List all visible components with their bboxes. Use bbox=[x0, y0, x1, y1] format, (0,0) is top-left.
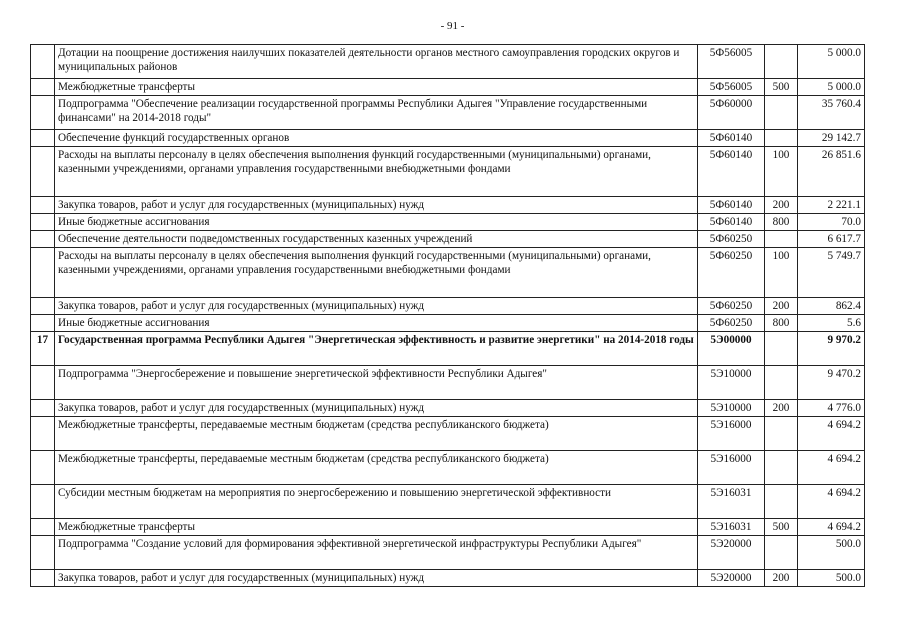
expense-type-code-cell bbox=[765, 485, 798, 519]
expense-type-code-cell: 100 bbox=[765, 147, 798, 197]
amount-cell: 9 470.2 bbox=[798, 366, 865, 400]
table-row bbox=[31, 315, 865, 332]
expense-name-cell: Государственная программа Республики Адыгея "Энергетическая эффективность и развитие энергетики" на 2014-2018 годы bbox=[55, 332, 698, 366]
amount-cell: 4 694.2 bbox=[798, 519, 865, 536]
table-row bbox=[31, 197, 865, 214]
expense-type-code-cell bbox=[765, 130, 798, 147]
target-item-code-cell: 5Ф60140 bbox=[698, 214, 765, 231]
table-row bbox=[31, 400, 865, 417]
amount-cell: 4 776.0 bbox=[798, 400, 865, 417]
row-number-cell bbox=[31, 451, 55, 485]
row-number-cell bbox=[31, 45, 55, 79]
target-item-code-cell: 5Ф60140 bbox=[698, 130, 765, 147]
row-number-cell bbox=[31, 197, 55, 214]
amount-cell: 862.4 bbox=[798, 298, 865, 315]
row-number-cell bbox=[31, 400, 55, 417]
expense-name-cell: Закупка товаров, работ и услуг для государственных (муниципальных) нужд bbox=[55, 400, 698, 417]
expense-type-code-cell bbox=[765, 96, 798, 130]
amount-cell: 500.0 bbox=[798, 536, 865, 570]
expense-name-cell: Дотации на поощрение достижения наилучших показателей деятельности органов местного самоуправления городских округов и муниципальных районов bbox=[55, 45, 698, 79]
expense-name-cell: Закупка товаров, работ и услуг для государственных (муниципальных) нужд bbox=[55, 570, 698, 587]
target-item-code-cell: 5Ф60250 bbox=[698, 248, 765, 298]
expense-type-code-cell bbox=[765, 332, 798, 366]
expense-name-cell: Обеспечение деятельности подведомственных государственных казенных учреждений bbox=[55, 231, 698, 248]
amount-cell: 4 694.2 bbox=[798, 485, 865, 519]
target-item-code-cell: 5Э16031 bbox=[698, 485, 765, 519]
expense-type-code-cell: 200 bbox=[765, 197, 798, 214]
target-item-code-cell: 5Ф60140 bbox=[698, 197, 765, 214]
amount-cell: 35 760.4 bbox=[798, 96, 865, 130]
expense-name-cell: Иные бюджетные ассигнования bbox=[55, 214, 698, 231]
amount-cell: 4 694.2 bbox=[798, 417, 865, 451]
expense-type-code-cell bbox=[765, 536, 798, 570]
amount-cell: 5 000.0 bbox=[798, 45, 865, 79]
target-item-code-cell: 5Э20000 bbox=[698, 570, 765, 587]
expense-name-cell: Межбюджетные трансферты, передаваемые местным бюджетам (средства республиканского бюджета) bbox=[55, 417, 698, 451]
target-item-code-cell: 5Э16000 bbox=[698, 417, 765, 451]
expense-type-code-cell bbox=[765, 417, 798, 451]
expense-type-code-cell: 200 bbox=[765, 570, 798, 587]
expense-name-cell: Подпрограмма "Обеспечение реализации государственной программы Республики Адыгея "Управление государственными финансами" на 2014-2018 годы" bbox=[55, 96, 698, 130]
row-number-cell bbox=[31, 248, 55, 298]
amount-cell: 29 142.7 bbox=[798, 130, 865, 147]
table-row bbox=[31, 45, 865, 79]
row-number-cell bbox=[31, 570, 55, 587]
row-number-cell bbox=[31, 536, 55, 570]
row-number-cell bbox=[31, 79, 55, 96]
expense-type-code-cell: 800 bbox=[765, 214, 798, 231]
target-item-code-cell: 5Э16000 bbox=[698, 451, 765, 485]
target-item-code-cell: 5Э16031 bbox=[698, 519, 765, 536]
expense-type-code-cell: 200 bbox=[765, 400, 798, 417]
row-number-cell bbox=[31, 315, 55, 332]
table-row bbox=[31, 570, 865, 587]
table-row bbox=[31, 417, 865, 451]
expense-type-code-cell bbox=[765, 366, 798, 400]
expense-name-cell: Межбюджетные трансферты, передаваемые местным бюджетам (средства республиканского бюджета) bbox=[55, 451, 698, 485]
table-row bbox=[31, 79, 865, 96]
row-number-cell bbox=[31, 298, 55, 315]
expense-name-cell: Закупка товаров, работ и услуг для государственных (муниципальных) нужд bbox=[55, 298, 698, 315]
expense-name-cell: Расходы на выплаты персоналу в целях обеспечения выполнения функций государственными (муниципальными) органами, казенными учреждениями, органами управления государственными внебюджетными фондами bbox=[55, 147, 698, 197]
row-number-cell bbox=[31, 417, 55, 451]
page-number: - 91 - bbox=[440, 20, 465, 32]
row-number-cell bbox=[31, 231, 55, 248]
table-row bbox=[31, 366, 865, 400]
amount-cell: 5 000.0 bbox=[798, 79, 865, 96]
expense-type-code-cell bbox=[765, 231, 798, 248]
budget-table-body bbox=[31, 45, 865, 587]
expense-type-code-cell: 500 bbox=[765, 79, 798, 96]
expense-type-code-cell: 200 bbox=[765, 298, 798, 315]
target-item-code-cell: 5Э10000 bbox=[698, 366, 765, 400]
row-number-cell bbox=[31, 147, 55, 197]
table-row bbox=[31, 332, 865, 366]
row-number-cell bbox=[31, 130, 55, 147]
expense-name-cell: Подпрограмма "Энергосбережение и повышение энергетической эффективности Республики Адыгея" bbox=[55, 366, 698, 400]
amount-cell: 5.6 bbox=[798, 315, 865, 332]
table-row bbox=[31, 248, 865, 298]
expense-name-cell: Межбюджетные трансферты bbox=[55, 79, 698, 96]
amount-cell: 26 851.6 bbox=[798, 147, 865, 197]
expense-type-code-cell bbox=[765, 45, 798, 79]
table-row bbox=[31, 231, 865, 248]
expense-name-cell: Обеспечение функций государственных органов bbox=[55, 130, 698, 147]
row-number-cell: 17 bbox=[31, 332, 55, 366]
expense-name-cell: Расходы на выплаты персоналу в целях обеспечения выполнения функций государственными (муниципальными) органами, казенными учреждениями, органами управления государственными внебюджетными фондами bbox=[55, 248, 698, 298]
table-row bbox=[31, 298, 865, 315]
expense-name-cell: Межбюджетные трансферты bbox=[55, 519, 698, 536]
budget-table bbox=[30, 44, 865, 587]
row-number-cell bbox=[31, 485, 55, 519]
amount-cell: 2 221.1 bbox=[798, 197, 865, 214]
target-item-code-cell: 5Ф60250 bbox=[698, 315, 765, 332]
row-number-cell bbox=[31, 214, 55, 231]
target-item-code-cell: 5Э10000 bbox=[698, 400, 765, 417]
expense-name-cell: Иные бюджетные ассигнования bbox=[55, 315, 698, 332]
row-number-cell bbox=[31, 519, 55, 536]
target-item-code-cell: 5Ф60000 bbox=[698, 96, 765, 130]
amount-cell: 6 617.7 bbox=[798, 231, 865, 248]
amount-cell: 4 694.2 bbox=[798, 451, 865, 485]
amount-cell: 9 970.2 bbox=[798, 332, 865, 366]
table-row bbox=[31, 536, 865, 570]
expense-name-cell: Субсидии местным бюджетам на мероприятия по энергосбережению и повышению энергетической эффективности bbox=[55, 485, 698, 519]
amount-cell: 70.0 bbox=[798, 214, 865, 231]
table-row bbox=[31, 214, 865, 231]
amount-cell: 5 749.7 bbox=[798, 248, 865, 298]
table-row bbox=[31, 519, 865, 536]
target-item-code-cell: 5Ф60250 bbox=[698, 298, 765, 315]
target-item-code-cell: 5Ф60250 bbox=[698, 231, 765, 248]
table-row bbox=[31, 485, 865, 519]
amount-cell: 500.0 bbox=[798, 570, 865, 587]
expense-name-cell: Закупка товаров, работ и услуг для государственных (муниципальных) нужд bbox=[55, 197, 698, 214]
target-item-code-cell: 5Э00000 bbox=[698, 332, 765, 366]
expense-type-code-cell bbox=[765, 451, 798, 485]
target-item-code-cell: 5Ф56005 bbox=[698, 79, 765, 96]
row-number-cell bbox=[31, 366, 55, 400]
expense-name-cell: Подпрограмма "Создание условий для формирования эффективной энергетической инфраструктуры Республики Адыгея" bbox=[55, 536, 698, 570]
table-row bbox=[31, 130, 865, 147]
target-item-code-cell: 5Э20000 bbox=[698, 536, 765, 570]
row-number-cell bbox=[31, 96, 55, 130]
table-row bbox=[31, 96, 865, 130]
expense-type-code-cell: 500 bbox=[765, 519, 798, 536]
table-row bbox=[31, 451, 865, 485]
target-item-code-cell: 5Ф60140 bbox=[698, 147, 765, 197]
target-item-code-cell: 5Ф56005 bbox=[698, 45, 765, 79]
expense-type-code-cell: 100 bbox=[765, 248, 798, 298]
expense-type-code-cell: 800 bbox=[765, 315, 798, 332]
table-row bbox=[31, 147, 865, 197]
